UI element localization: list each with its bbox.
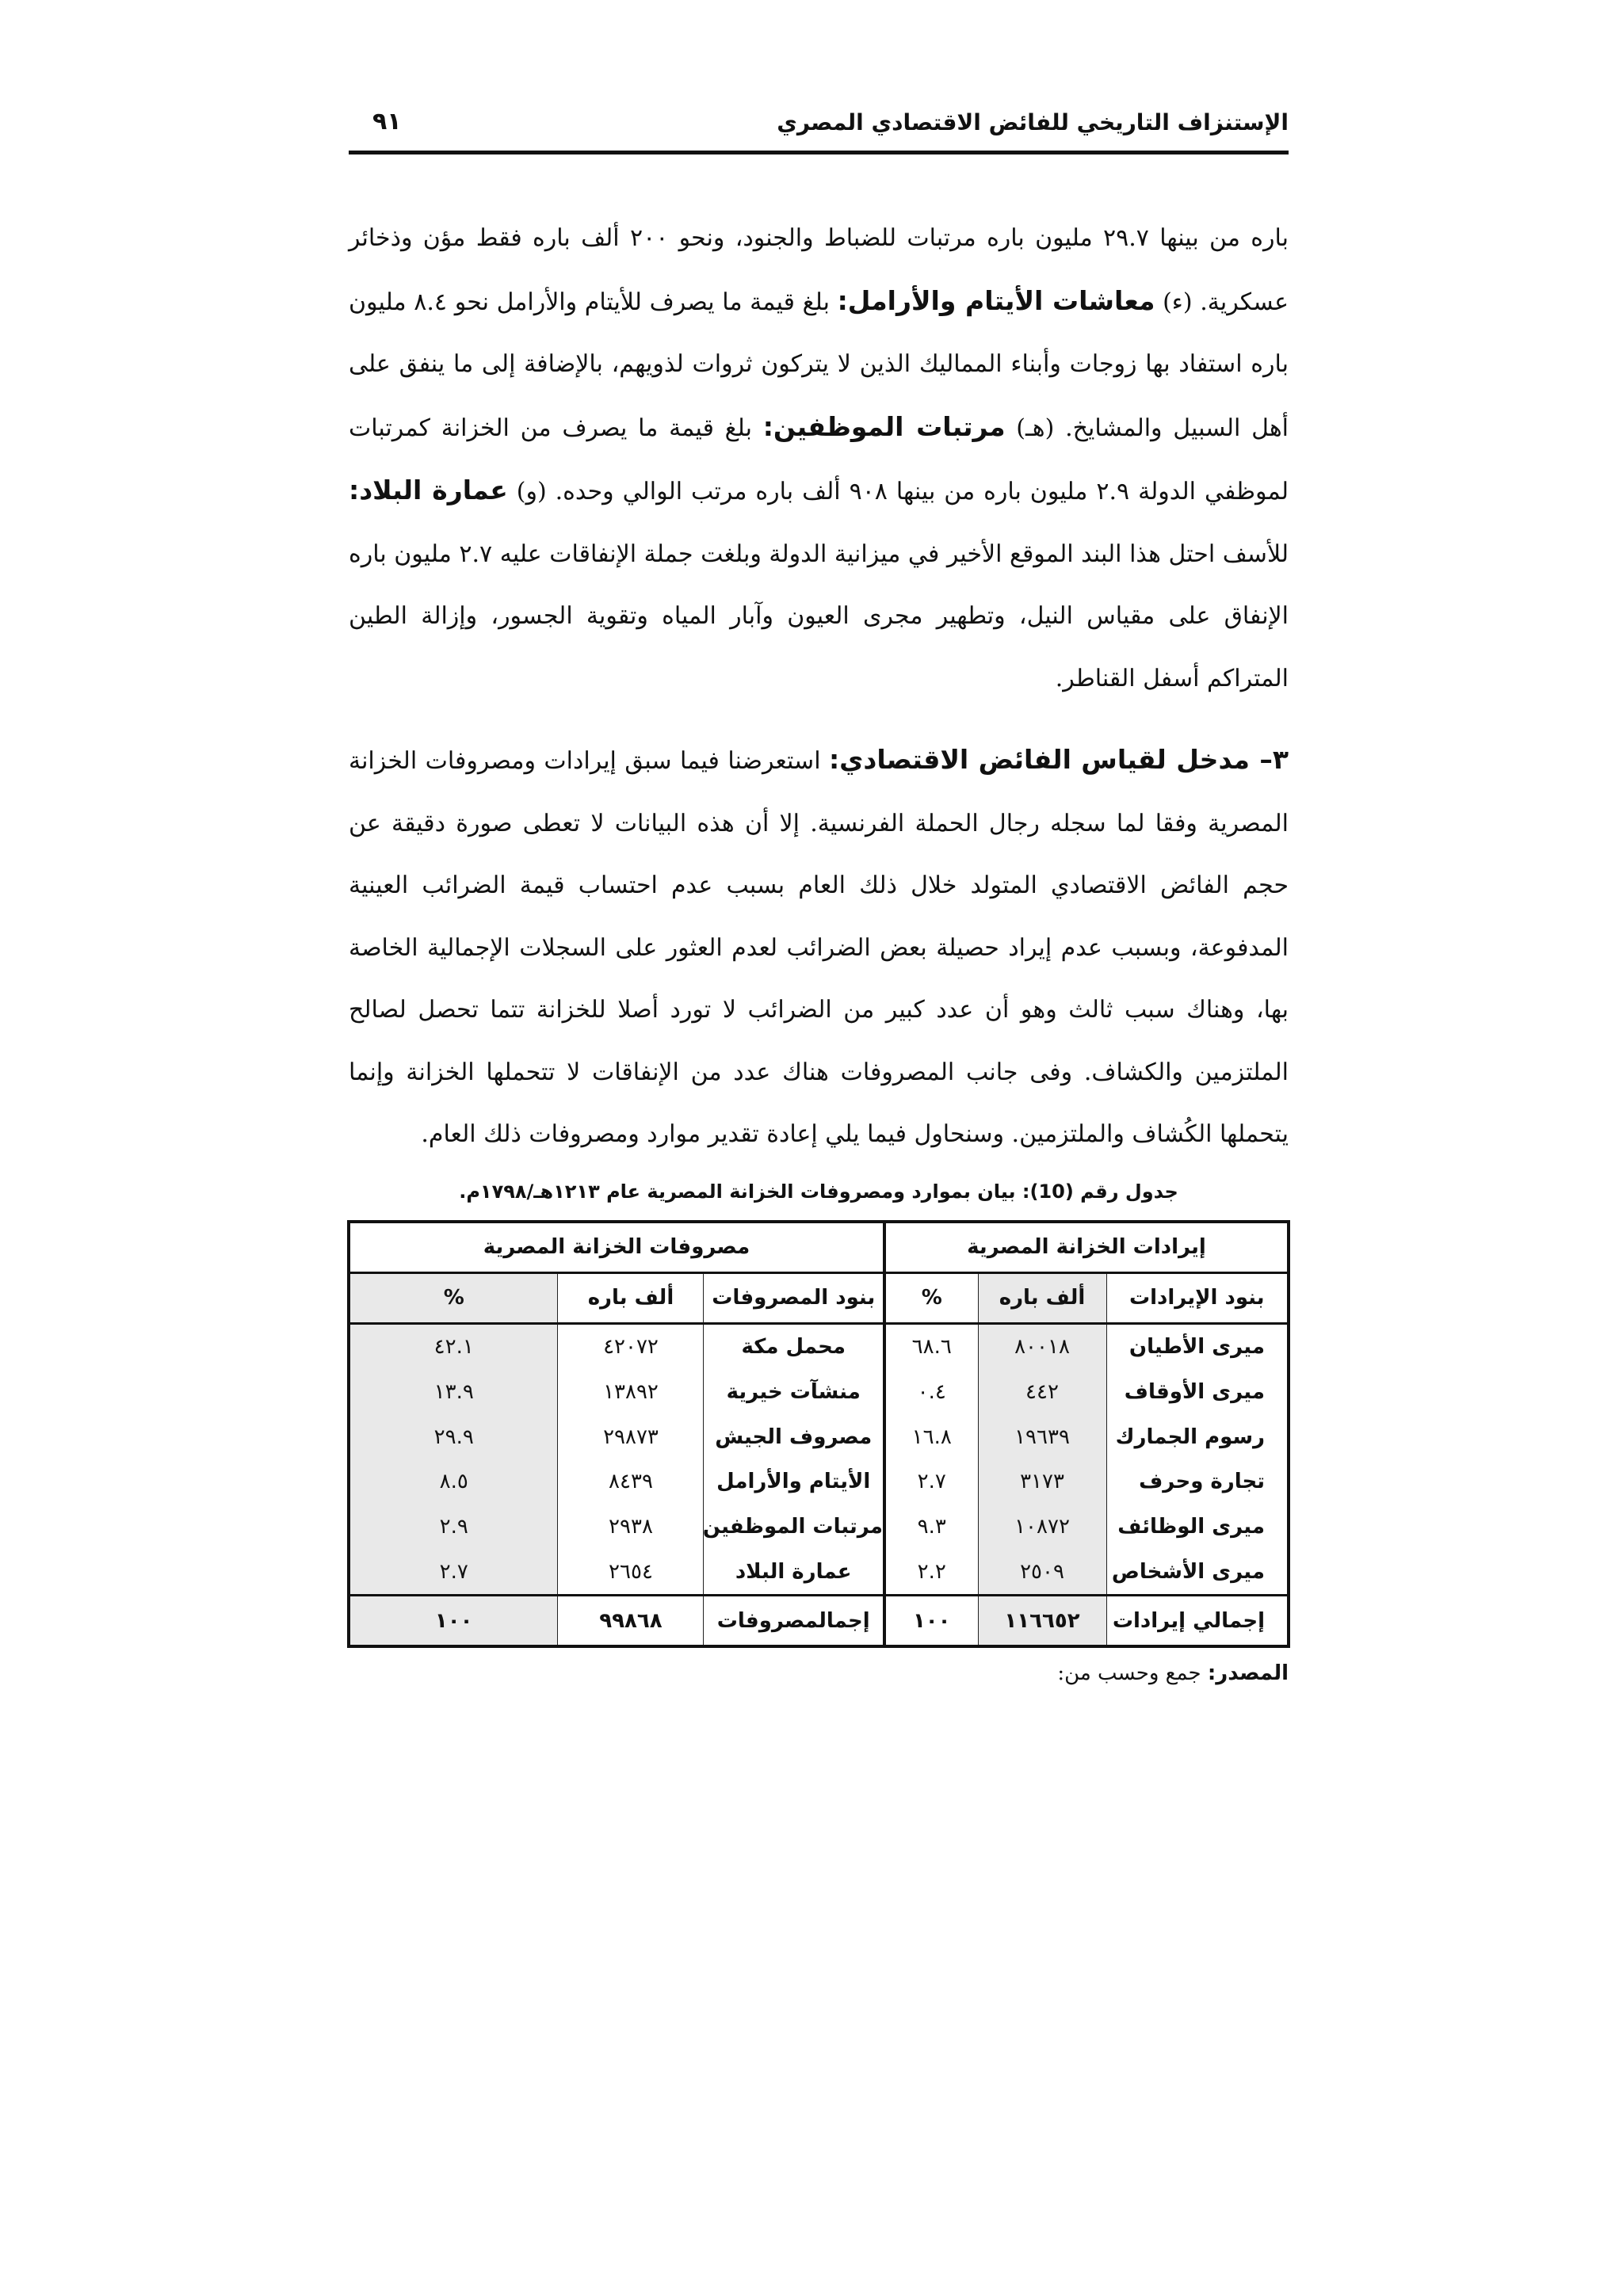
revenue-total-label: إجمالي إيرادات — [1106, 1596, 1287, 1645]
expense-item: منشآت خيرية — [704, 1369, 884, 1414]
table-row — [350, 1323, 1287, 1369]
column-header: بنود المصروفات — [704, 1272, 884, 1323]
expense-percent: ٢.٩ — [350, 1505, 558, 1550]
revenue-group-header: إيرادات الخزانة المصرية — [884, 1223, 1287, 1272]
revenue-amount: ٣١٧٣ — [978, 1459, 1106, 1505]
paragraph-expenses-continued — [349, 208, 1289, 710]
paragraph-surplus-measurement — [349, 729, 1289, 1166]
revenue-item: ميرى الأوقاف — [1106, 1369, 1287, 1414]
expense-item: مصروف الجيش — [704, 1414, 884, 1459]
expense-percent: ٢.٧ — [350, 1549, 558, 1595]
section-heading-surplus: ٣– مدخل لقياس الفائض الاقتصادي: — [828, 744, 1289, 775]
paragraph-text: باره من بينها ٢٩.٧ مليون باره مرتبات للضباط والجنود، ونحو ٢٠٠ ألف باره فقط مؤن وذخائر عسكرية. (ء) — [349, 224, 1289, 316]
expense-amount: ٢٦٥٤ — [558, 1549, 704, 1595]
expense-amount: ٤٢٠٧٢ — [558, 1323, 704, 1369]
revenue-total-percent: ١٠٠ — [884, 1596, 978, 1645]
table-row — [350, 1549, 1287, 1595]
revenue-percent: ٢.٢ — [884, 1549, 978, 1595]
expense-total-percent: ١٠٠ — [350, 1596, 558, 1645]
heading-orphans-widows: معاشات الأيتام والأرامل: — [837, 284, 1155, 316]
revenue-item: ميرى الأشخاص — [1106, 1549, 1287, 1595]
revenue-amount: ١٠٨٧٢ — [978, 1505, 1106, 1550]
revenue-item: رسوم الجمارك — [1106, 1414, 1287, 1459]
expense-item: الأيتام والأرامل — [704, 1459, 884, 1505]
expense-item: مرتبات الموظفين — [704, 1505, 884, 1550]
source-text: جمع وحسب من: — [1057, 1661, 1208, 1685]
table-row — [350, 1369, 1287, 1414]
running-title: الإستنزاف التاريخي للفائض الاقتصادي المصري — [777, 109, 1289, 135]
table-row — [350, 1414, 1287, 1459]
column-header: % — [884, 1272, 978, 1323]
table-group-header-row — [350, 1223, 1287, 1272]
source-note — [349, 1661, 1289, 1685]
revenue-amount: ٨٠٠١٨ — [978, 1323, 1106, 1369]
page-header — [349, 101, 1289, 154]
revenue-amount: ٢٥٠٩ — [978, 1549, 1106, 1595]
column-header: % — [350, 1272, 558, 1323]
revenue-percent: ١٦.٨ — [884, 1414, 978, 1459]
revenue-item: تجارة وحرف — [1106, 1459, 1287, 1505]
table-total-row — [350, 1596, 1287, 1645]
expense-percent: ٢٩.٩ — [350, 1414, 558, 1459]
expense-percent: ٨.٥ — [350, 1459, 558, 1505]
table-caption: جدول رقم (10): بيان بموارد ومصروفات الخزانة المصرية عام ١٢١٣هـ/١٧٩٨م. — [459, 1180, 1178, 1203]
revenue-percent: ٦٨.٦ — [884, 1323, 978, 1369]
expense-total-amount: ٩٩٨٦٨ — [558, 1596, 704, 1645]
treasury-table — [347, 1220, 1290, 1648]
revenue-percent: ٩.٣ — [884, 1505, 978, 1550]
expense-amount: ١٣٨٩٢ — [558, 1369, 704, 1414]
expense-total-label: إجمالمصروفات — [704, 1596, 884, 1645]
heading-employee-salaries: مرتبات الموظفين: — [762, 410, 1006, 442]
expense-amount: ٢٩٣٨ — [558, 1505, 704, 1550]
revenue-amount: ٤٤٢ — [978, 1369, 1106, 1414]
revenue-percent: ٠.٤ — [884, 1369, 978, 1414]
expense-amount: ٨٤٣٩ — [558, 1459, 704, 1505]
expense-percent: ١٣.٩ — [350, 1369, 558, 1414]
table-column-header-row — [350, 1272, 1287, 1323]
paragraph-text: استعرضنا فيما سبق إيرادات ومصروفات الخزانة المصرية وفقا لما سجله رجال الحملة الفرنسية. إلا أن هذه البيانات لا تعطى صورة دقيقة عن حجم الفائض الاقتصادي المتولد خلال ذلك العام بسبب عدم احتساب قيمة الضرائب العينية المدفوعة، وبسبب عدم إيراد حصيلة بعض الضرائب لعدم العثور على السجلات الإجمالية الخاصة بها، وهناك سبب ثالث وهو أن عدد كبير من الضرائب لا تورد أصلا للخزانة تتما تحصل لصالح الملتزمين والكشاف. وفى جانب المصروفات هناك عدد من الإنفاقات لا تتحملها الخزانة وإنما يتحملها الكُشاف والملتزمين. وسنحاول فيما يلي إعادة تقدير موارد ومصروفات ذلك العام. — [349, 747, 1289, 1148]
treasury-table-grid — [350, 1223, 1287, 1645]
expense-percent: ٤٢.١ — [350, 1323, 558, 1369]
table-row — [350, 1505, 1287, 1550]
expense-group-header: مصروفات الخزانة المصرية — [350, 1223, 884, 1272]
source-label: المصدر: — [1207, 1661, 1289, 1685]
paragraph-text: بلغ قيمة ما يصرف من الخزانة كمرتبات لموظفي الدولة ٢.٩ مليون باره من بينها ٩٠٨ ألف باره مرتب الوالي وحده. (و) — [349, 414, 1289, 505]
revenue-item: ميرى الوظائف — [1106, 1505, 1287, 1550]
revenue-amount: ١٩٦٣٩ — [978, 1414, 1106, 1459]
expense-item: عمارة البلاد — [704, 1549, 884, 1595]
expense-item: محمل مكة — [704, 1323, 884, 1369]
column-header: ألف باره — [558, 1272, 704, 1323]
revenue-percent: ٢.٧ — [884, 1459, 978, 1505]
page-number: ٩١ — [372, 108, 402, 135]
revenue-item: ميرى الأطيان — [1106, 1323, 1287, 1369]
paragraph-text: بلغ قيمة ما يصرف للأيتام والأرامل نحو ٨.٤ مليون باره استفاد بها زوجات وأبناء المماليك الذين لا يتركون ثروات لذويهم، بالإضافة إلى ما ينفق على أهل السبيل والمشايخ. (هـ) — [349, 288, 1289, 442]
heading-public-works: عمارة البلاد: — [349, 475, 508, 505]
revenue-total-amount: ١١٦٦٥٢ — [978, 1596, 1106, 1645]
table-row — [350, 1459, 1287, 1505]
paragraph-text: للأسف احتل هذا البند الموقع الأخير في ميزانية الدولة وبلغت جملة الإنفاقات عليه ٢.٧ مليون باره الإنفاق على مقياس النيل، وتطهير مجرى العيون وآبار المياه وتقوية الجسور، وإزالة الطين المتراكم أسفل القناطر. — [349, 540, 1289, 692]
column-header: بنود الإيرادات — [1106, 1272, 1287, 1323]
expense-amount: ٢٩٨٧٣ — [558, 1414, 704, 1459]
column-header: ألف باره — [978, 1272, 1106, 1323]
